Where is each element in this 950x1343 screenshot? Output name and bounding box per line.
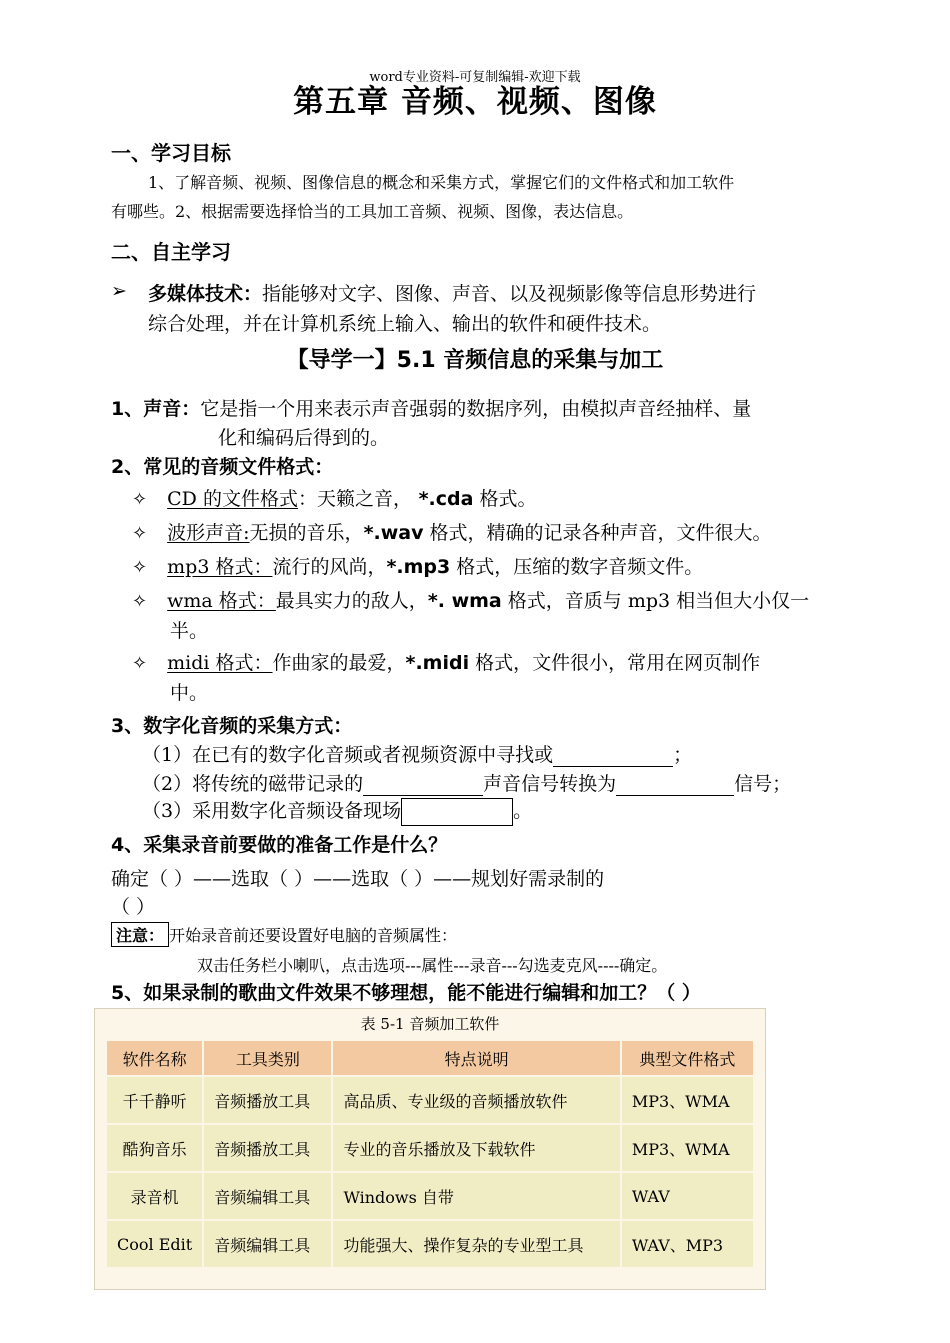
table-header-cell: 典型文件格式 <box>621 1040 754 1076</box>
q1-label: 1、声音： <box>111 398 201 420</box>
table-cell: MP3、WMA <box>621 1076 754 1124</box>
format-rest: 格式，文件很小，常用在网页制作 <box>469 652 761 674</box>
format-item-continuation: 半。 <box>170 620 209 642</box>
note-label: 注意： <box>111 922 169 947</box>
multimedia-definition: 指能够对文字、图像、声音、以及视频影像等信息形势进行 <box>262 283 757 305</box>
format-desc: 无损的音乐， <box>249 522 364 544</box>
q4-line-2: （ ） <box>111 896 156 918</box>
note-line <box>111 922 457 947</box>
q3-item-2 <box>142 769 791 796</box>
table-cell: Windows 自带 <box>332 1172 620 1220</box>
table-caption: 表 5-1 音频加工软件 <box>360 1015 500 1033</box>
table-header-cell: 工具类别 <box>203 1040 332 1076</box>
q5-heading: 5、如果录制的歌曲文件效果不够理想，能不能进行编辑和加工？（ ） <box>111 982 701 1004</box>
multimedia-term: 多媒体技术： <box>148 283 263 305</box>
guide-title: 【导学一】5.1 音频信息的采集与加工 <box>286 348 664 373</box>
sparkle-bullet-icon: ✧ <box>132 557 148 578</box>
format-ext: *.midi <box>405 652 470 674</box>
answer-blank[interactable] <box>616 775 734 796</box>
table-header-row <box>106 1040 754 1076</box>
q3-item-1 <box>142 740 692 767</box>
note-text: 开始录音前还要设置好电脑的音频属性： <box>169 926 458 945</box>
format-name: midi 格式： <box>167 652 273 674</box>
format-item <box>132 484 536 511</box>
q3-item-3-end: 。 <box>513 800 533 822</box>
table-cell: 千千静听 <box>106 1076 203 1124</box>
answer-blank[interactable] <box>553 746 673 767</box>
sparkle-bullet-icon: ✧ <box>132 523 148 544</box>
table-cell: WAV <box>621 1172 754 1220</box>
table-cell: 音频编辑工具 <box>203 1172 332 1220</box>
sparkle-bullet-icon: ✧ <box>132 653 148 674</box>
format-ext: *. wma <box>427 590 502 612</box>
format-item <box>132 648 760 675</box>
arrow-bullet-icon: ➢ <box>111 280 127 302</box>
q3-item-3 <box>142 796 532 826</box>
format-name: wma 格式： <box>167 590 276 612</box>
table-cell: WAV、MP3 <box>621 1220 754 1268</box>
q1-text: 它是指一个用来表示声音强弱的数据序列，由模拟声音经抽样、量 <box>200 398 752 420</box>
format-rest: 格式，精确的记录各种声音，文件很大。 <box>423 522 772 544</box>
format-item-continuation: 中。 <box>170 682 209 704</box>
format-rest: 格式，压缩的数字音频文件。 <box>450 556 704 578</box>
sparkle-bullet-icon: ✧ <box>132 489 148 510</box>
table-cell: 音频编辑工具 <box>203 1220 332 1268</box>
format-desc: ：天籁之音， <box>297 488 412 510</box>
format-desc: 最具实力的敌人， <box>275 590 428 612</box>
multimedia-line-2: 综合处理，并在计算机系统上输入、输出的软件和硬件技术。 <box>148 313 662 335</box>
table-row <box>106 1124 754 1172</box>
answer-box[interactable] <box>401 798 513 826</box>
table-cell: 音频播放工具 <box>203 1124 332 1172</box>
watermark: word专业资料-可复制编辑-欢迎下载 <box>369 70 581 85</box>
q4-line-1: 确定（ ）——选取（ ）——选取（ ）——规划好需录制的 <box>111 868 605 890</box>
q1-line-2: 化和编码后得到的。 <box>218 427 390 449</box>
table-header-cell: 软件名称 <box>106 1040 203 1076</box>
section-heading-self-study: 二、自主学习 <box>111 240 231 264</box>
format-rest: 格式，音质与 mp3 相当但大小仅一 <box>501 590 810 612</box>
q3-item-3-text: （3）采用数字化音频设备现场 <box>142 800 402 822</box>
section-heading-goals: 一、学习目标 <box>111 141 231 165</box>
answer-blank[interactable] <box>363 775 483 796</box>
format-name: CD 的文件格式 <box>167 488 298 510</box>
q3-heading: 3、数字化音频的采集方式： <box>111 715 353 737</box>
table-cell: Cool Edit <box>106 1220 203 1268</box>
format-ext: *.wav <box>363 522 424 544</box>
format-name: mp3 格式： <box>167 556 273 578</box>
table-header-cell: 特点说明 <box>332 1040 620 1076</box>
q3-item-2-end: 信号； <box>734 773 792 795</box>
software-table <box>105 1039 755 1269</box>
table-cell: MP3、WMA <box>621 1124 754 1172</box>
q4-heading: 4、采集录音前要做的准备工作是什么？ <box>111 834 448 856</box>
table-cell: 功能强大、操作复杂的专业型工具 <box>332 1220 620 1268</box>
multimedia-line-1 <box>148 279 756 306</box>
table-cell: 高品质、专业级的音频播放软件 <box>332 1076 620 1124</box>
q1-line-1 <box>111 394 751 421</box>
format-name: 波形声音: <box>167 522 250 544</box>
q3-item-1-text: （1）在已有的数字化音频或者视频资源中寻找或 <box>142 744 554 766</box>
table-cell: 录音机 <box>106 1172 203 1220</box>
format-ext: *.mp3 <box>386 556 451 578</box>
chapter-title: 第五章 音频、视频、图像 <box>293 84 657 120</box>
table-row <box>106 1172 754 1220</box>
q2-heading: 2、常见的音频文件格式： <box>111 456 334 478</box>
note-detail: 双击任务栏小喇叭，点击选项---属性---录音---勾选麦克风----确定。 <box>197 956 668 975</box>
format-item <box>132 518 772 545</box>
q3-item-2-text-b: 声音信号转换为 <box>483 773 617 795</box>
sparkle-bullet-icon: ✧ <box>132 591 148 612</box>
table-cell: 酷狗音乐 <box>106 1124 203 1172</box>
format-rest: 格式。 <box>473 488 537 510</box>
goals-line-1: 1、了解音频、视频、图像信息的概念和采集方式，掌握它们的文件格式和加工软件 <box>148 173 735 192</box>
table-cell: 专业的音乐播放及下载软件 <box>332 1124 620 1172</box>
table-row <box>106 1076 754 1124</box>
format-desc: 作曲家的最爱， <box>272 652 406 674</box>
table-cell: 音频播放工具 <box>203 1076 332 1124</box>
q3-item-1-end: ； <box>673 744 693 766</box>
format-ext: *.cda <box>411 488 474 510</box>
format-desc: 流行的风尚， <box>272 556 387 578</box>
audio-software-table <box>94 1008 766 1290</box>
format-item <box>132 552 703 579</box>
goals-line-2: 有哪些。2、根据需要选择恰当的工具加工音频、视频、图像，表达信息。 <box>111 202 634 221</box>
format-item <box>132 586 809 613</box>
q3-item-2-text-a: （2）将传统的磁带记录的 <box>142 773 364 795</box>
table-row <box>106 1220 754 1268</box>
